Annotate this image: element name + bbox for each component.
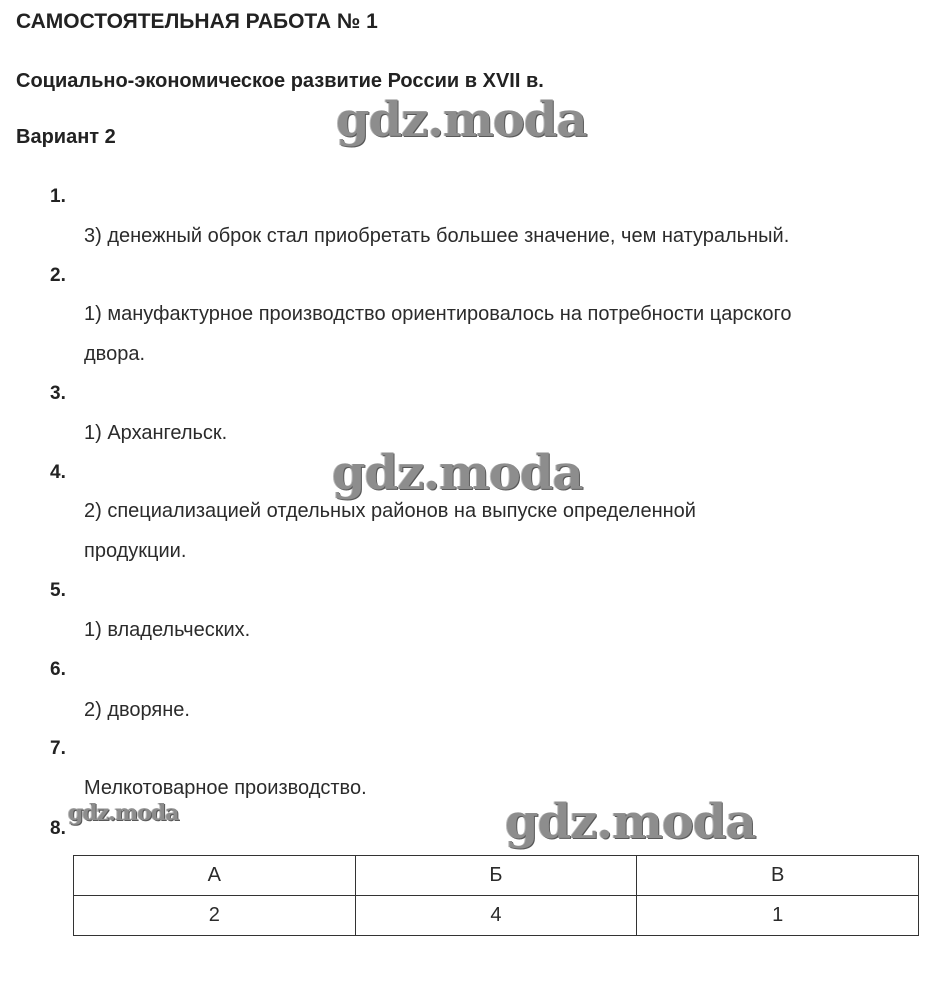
answer-text: 3) денежный оброк стал приобретать большее значение, чем натуральный. [84,225,790,247]
answer-text-continued: двора. [84,343,145,365]
question-number: 8. [50,818,66,839]
table-row [74,896,919,936]
watermark-logo: gdz.moda [332,445,583,501]
answer-text: 1) владельческих. [84,619,251,641]
question-number: 6. [50,659,66,680]
variant-label: Вариант 2 [16,126,116,148]
answer-text: Мелкотоварное производство. [84,777,367,799]
question-number: 2. [50,265,66,286]
answer-text: 1) мануфактурное производство ориентировалось на потребности царского [84,303,792,325]
question-number: 4. [50,462,66,483]
table-cell: 4 [355,896,637,936]
page-title: САМОСТОЯТЕЛЬНАЯ РАБОТА № 1 [16,10,378,33]
table-header-cell: Б [355,856,637,896]
table-header-cell: А [74,856,356,896]
topic-subtitle: Социально-экономическое развитие России в XVII в. [16,70,544,92]
question-number: 1. [50,186,66,207]
answer-table [73,855,919,936]
watermark-logo-small: gdz.moda [68,800,179,826]
table-header-cell: В [637,856,919,896]
watermark-logo: gdz.moda [505,794,756,850]
question-number: 5. [50,580,66,601]
question-number: 3. [50,383,66,404]
answer-text: 1) Архангельск. [84,422,228,444]
answer-text-continued: продукции. [84,540,187,562]
question-number: 7. [50,738,66,759]
answer-text: 2) дворяне. [84,699,190,721]
table-cell: 2 [74,896,356,936]
table-cell: 1 [637,896,919,936]
answer-text: 2) специализацией отдельных районов на выпуске определенной [84,500,696,522]
table-header-row [74,856,919,896]
watermark-logo: gdz.moda [336,92,587,148]
